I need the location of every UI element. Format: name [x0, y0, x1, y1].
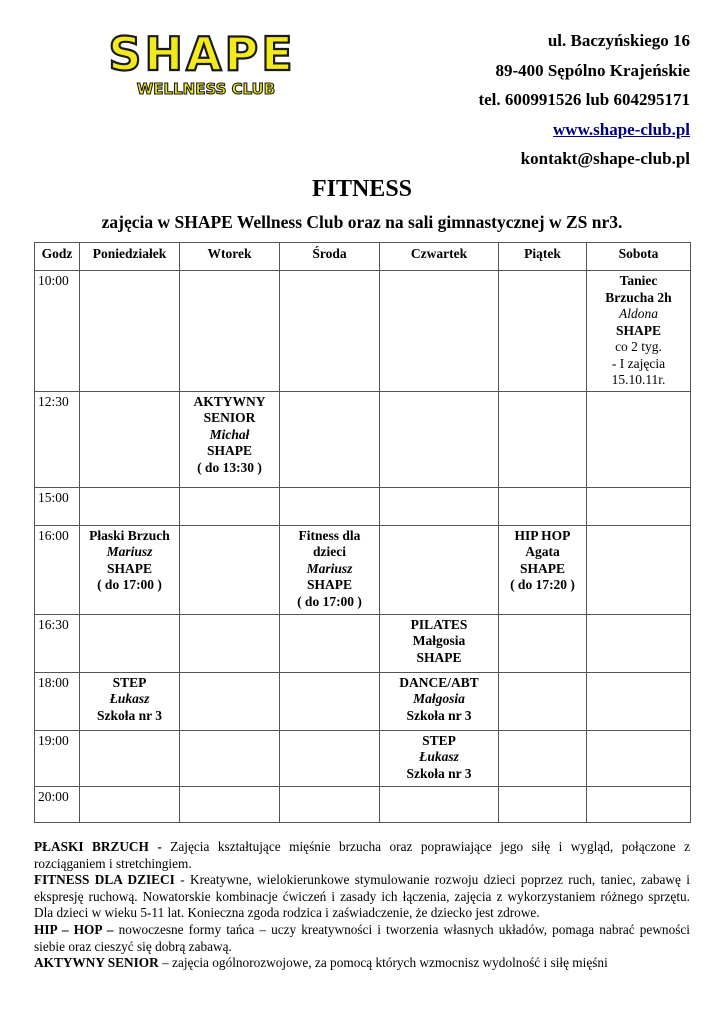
class-name: dzieci [313, 544, 346, 559]
instructor-name: Małgosia [412, 633, 466, 648]
class-kids-fitness [280, 525, 380, 614]
header-monday: Poniedziałek [80, 243, 180, 271]
table-row [35, 525, 691, 614]
instructor-name: Aldona [619, 306, 658, 321]
empty-cell [587, 525, 691, 614]
time-cell: 19:00 [35, 730, 80, 786]
class-dance-abt [380, 672, 499, 730]
class-location: SHAPE [106, 560, 152, 576]
description-term: AKTYWNY SENIOR [34, 955, 159, 971]
empty-cell [499, 487, 587, 525]
instructor-name: Agata [525, 544, 560, 559]
class-end-time: ( do 17:00 ) [97, 577, 162, 592]
logo-brand-text: SHAPE [108, 28, 296, 81]
class-hip-hop [499, 525, 587, 614]
class-descriptions [34, 839, 690, 972]
class-end-time: ( do 13:30 ) [197, 459, 262, 475]
class-end-time: ( do 17:00 ) [297, 593, 362, 609]
table-row [35, 614, 691, 672]
header-tuesday: Wtorek [180, 243, 280, 271]
table-row [35, 730, 691, 786]
header-thursday: Czwartek [380, 243, 499, 271]
description-text: – zajęcia ogólnorozwojowe, za pomocą których wzmocnisz wydolność i siłę mięśni [158, 955, 608, 971]
class-name: STEP [112, 674, 147, 690]
table-row [35, 391, 691, 487]
class-location: Szkoła nr 3 [96, 707, 162, 723]
description-term: FITNESS DLA DZIECI [34, 872, 175, 888]
class-name: HIP HOP [514, 527, 571, 543]
description-term: HIP – HOP – [34, 921, 114, 937]
description-text: nowoczesne formy tańca – uczy kreatywności i tworzenia własnych układów, pomaga nabrać pewności siebie oraz cieszyć się dobrą zabawą. [34, 921, 691, 954]
class-location: Szkoła nr 3 [406, 707, 472, 723]
class-name: Płaski Brzuch [89, 527, 170, 543]
contact-block [478, 26, 690, 174]
address-city: 89-400 Sępólno Krajeńskie [495, 60, 690, 80]
website-link[interactable]: www.shape-club.pl [553, 119, 690, 139]
table-row [35, 786, 691, 822]
class-step-thursday [380, 730, 499, 786]
class-location: SHAPE [306, 577, 352, 592]
empty-cell [180, 614, 280, 672]
time-cell: 20:00 [35, 786, 80, 822]
class-location: Szkoła nr 3 [406, 765, 472, 781]
class-location: SHAPE [416, 649, 462, 665]
description-term: PŁASKI BRZUCH - [34, 839, 162, 854]
table-row [35, 271, 691, 392]
empty-cell [180, 672, 280, 730]
empty-cell [380, 525, 499, 614]
instructor-name: Łukasz [419, 749, 459, 764]
empty-cell [80, 786, 180, 822]
phone-numbers: tel. 600991526 lub 604295171 [478, 90, 690, 109]
empty-cell [380, 786, 499, 822]
empty-cell [380, 391, 499, 487]
empty-cell [280, 730, 380, 786]
time-cell: 16:30 [35, 614, 80, 672]
empty-cell [80, 391, 180, 487]
empty-cell [499, 271, 587, 392]
empty-cell [587, 786, 691, 822]
class-name: Taniec [619, 273, 658, 288]
page-title: FITNESS [311, 176, 413, 202]
header-hour: Godz [35, 243, 80, 271]
empty-cell [80, 271, 180, 392]
empty-cell [499, 614, 587, 672]
empty-cell [499, 730, 587, 786]
empty-cell [587, 391, 691, 487]
empty-cell [499, 672, 587, 730]
description-text: - Kreatywne, wielokierunkowe stymulowanie rozwoju dzieci poprzez ruch, taniec, zabawę i ekspresję ruchową. Nowatorskie kombinacje ćwiczeń i zasady ich łączenia, zajęcia z wykorzystaniem różnego sprzętu. Dla dzieci w wieku 5-11 lat. Konieczna zgoda rodzica i zaświadczenie, że dziecko jest zdrowe. [34, 872, 690, 921]
address-street: ul. Baczyńskiego 16 [547, 31, 690, 50]
empty-cell [280, 672, 380, 730]
email-address: kontakt@shape-club.pl [520, 149, 690, 168]
empty-cell [180, 271, 280, 392]
logo-tagline-text: WELLNESS CLUB [136, 80, 276, 98]
table-row [35, 487, 691, 525]
empty-cell [380, 271, 499, 392]
empty-cell [499, 786, 587, 822]
class-active-senior [180, 391, 280, 487]
class-name: Fitness dla [298, 527, 361, 543]
empty-cell [380, 487, 499, 525]
class-note: - I zajęcia [611, 355, 666, 371]
empty-cell [499, 391, 587, 487]
class-name: STEP [422, 732, 456, 748]
class-flat-belly [80, 525, 180, 614]
instructor-name: Łukasz [109, 691, 150, 706]
empty-cell [587, 672, 691, 730]
schedule-header-row [35, 243, 691, 271]
shape-wellness-club-logo [94, 28, 310, 100]
schedule-table [34, 242, 691, 823]
instructor-name: Michał [209, 426, 250, 442]
empty-cell [587, 487, 691, 525]
class-pilates [380, 614, 499, 672]
empty-cell [180, 487, 280, 525]
empty-cell [80, 730, 180, 786]
class-location: SHAPE [206, 443, 252, 458]
header-wednesday: Środa [280, 243, 380, 271]
time-cell: 12:30 [35, 391, 80, 487]
page-subtitle: zajęcia w SHAPE Wellness Club oraz na sali gimnastycznej w ZS nr3. [101, 212, 623, 232]
empty-cell [180, 730, 280, 786]
empty-cell [587, 614, 691, 672]
class-note: 15.10.11r. [611, 372, 666, 387]
class-end-time: ( do 17:20 ) [510, 577, 575, 592]
empty-cell [280, 391, 380, 487]
class-location: SHAPE [615, 322, 661, 338]
header-friday: Piątek [499, 243, 587, 271]
header-saturday: Sobota [587, 243, 691, 271]
class-name: Brzucha 2h [605, 289, 672, 305]
empty-cell [180, 525, 280, 614]
class-belly-dance [587, 271, 691, 392]
description-paragraph [34, 955, 690, 972]
empty-cell [280, 786, 380, 822]
empty-cell [280, 271, 380, 392]
empty-cell [180, 786, 280, 822]
description-paragraph [34, 839, 690, 872]
empty-cell [280, 614, 380, 672]
class-name: SENIOR [203, 410, 256, 425]
table-row [35, 672, 691, 730]
empty-cell [80, 487, 180, 525]
description-text: Zajęcia kształtujące mięśnie brzucha oraz poprawiające jego siłę i wygląd, połączone z rozciąganiem i stretchingiem. [34, 839, 690, 871]
empty-cell [80, 614, 180, 672]
instructor-name: Mariusz [306, 560, 353, 576]
time-cell: 16:00 [35, 525, 80, 614]
description-paragraph [34, 872, 690, 922]
description-paragraph [34, 922, 690, 955]
time-cell: 10:00 [35, 271, 80, 392]
empty-cell [587, 730, 691, 786]
class-name: AKTYWNY [193, 393, 266, 409]
instructor-name: Małgosia [413, 691, 465, 706]
empty-cell [280, 487, 380, 525]
class-name: PILATES [410, 616, 468, 632]
time-cell: 18:00 [35, 672, 80, 730]
time-cell: 15:00 [35, 487, 80, 525]
class-name: DANCE/ABT [399, 674, 479, 690]
class-step-monday [80, 672, 180, 730]
class-note: co 2 tyg. [615, 339, 662, 354]
instructor-name: Mariusz [106, 544, 153, 559]
class-location: SHAPE [519, 560, 565, 576]
